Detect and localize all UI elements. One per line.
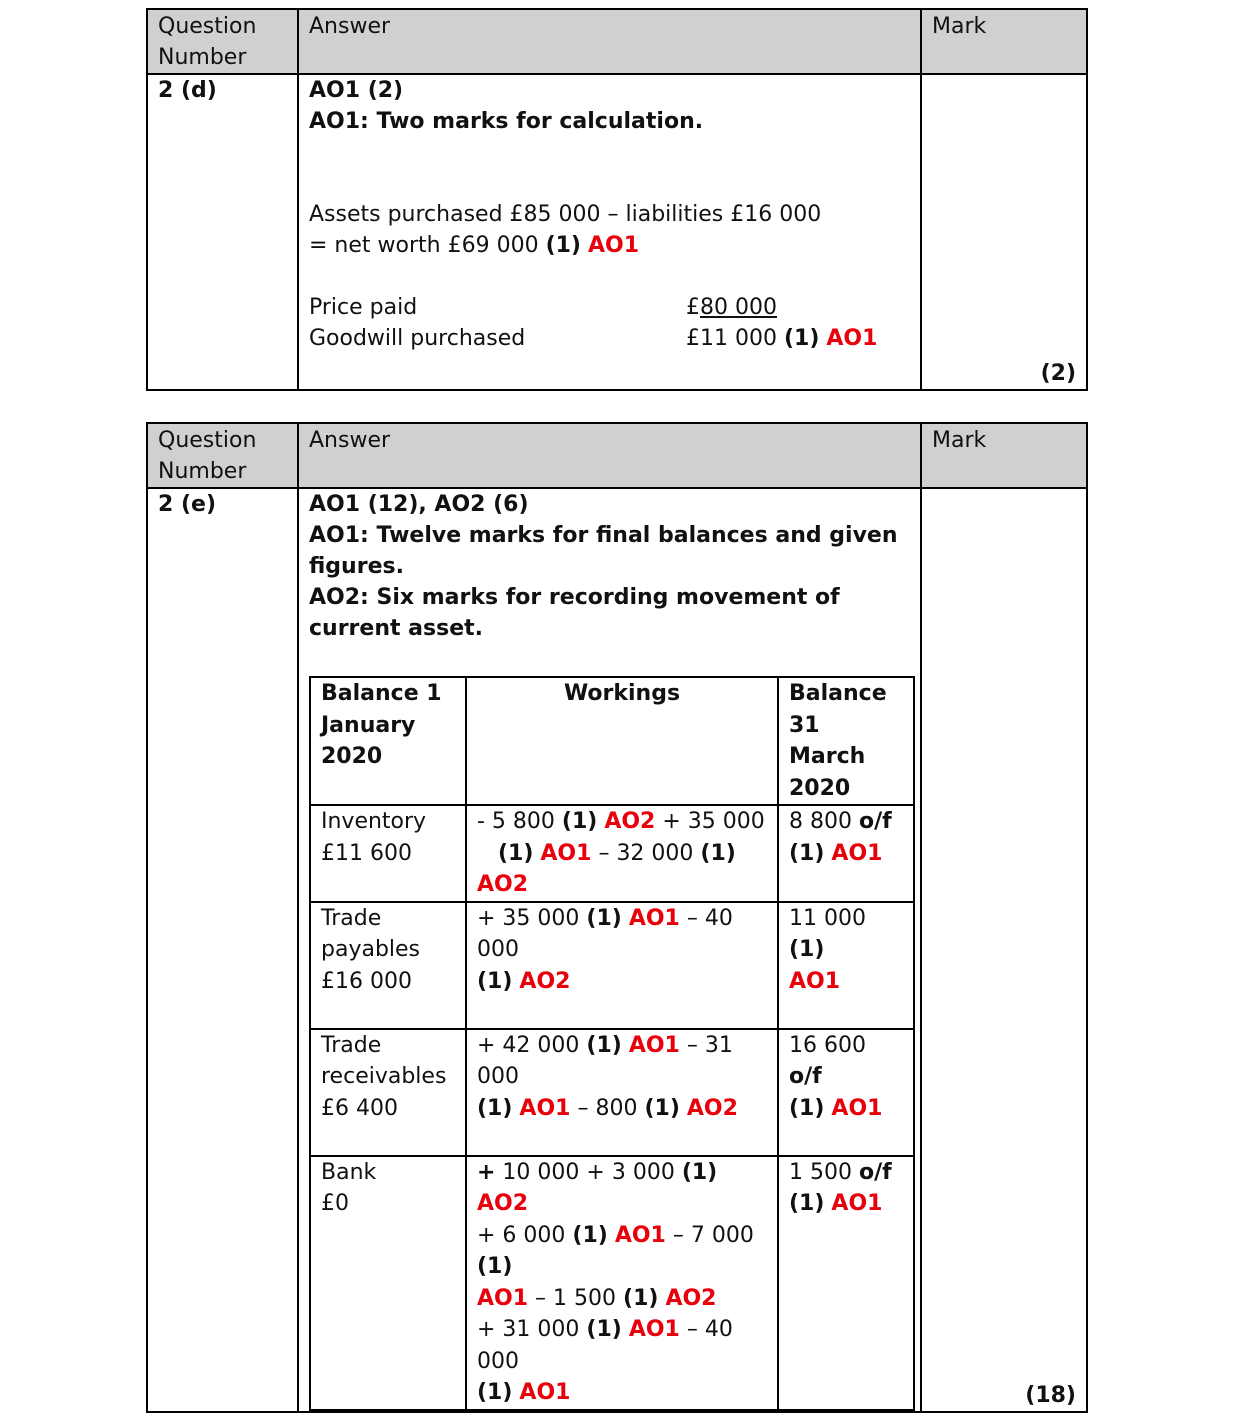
ao-allocation: AO1 (12), AO2 (6) [309,492,529,517]
goodwill-row [309,323,910,354]
goodwill-value: £11 000 (1) AO1 [686,326,878,351]
question-number: 2 (e) [147,488,298,1412]
question-number-header: Question Number [147,423,298,488]
ao2-description: AO2: Six marks for recording movement of current asset. [309,585,840,641]
row-inventory-opening: Inventory £11 600 [310,805,466,902]
mark-scheme-table-2d [146,8,1088,391]
row-bank-closing: 1 500 o/f (1) AO1 [778,1156,914,1410]
answer-cell [298,488,921,1412]
price-paid-label: Price paid [309,295,418,320]
row-payables-opening: Trade payables £16 000 [310,902,466,1029]
mark-total: (2) [1040,361,1076,386]
ao-allocation: AO1 (2) [309,78,404,103]
row-receivables-opening: Trade receivables £6 400 [310,1029,466,1156]
answer-header: Answer [298,9,921,74]
price-paid-value: £80 000 [686,295,777,320]
mark-header: Mark [921,9,1087,74]
mark-header: Mark [921,423,1087,488]
row-payables-closing: 11 000 (1) AO1 [778,902,914,1029]
calc-line-1: Assets purchased £85 000 – liabilities £16 000 [309,202,822,227]
balances-table [309,676,915,1411]
mark-cell [921,74,1087,390]
col-balance-jan: Balance 1 January 2020 [310,677,466,805]
question-number-header: Question Number [147,9,298,74]
question-number: 2 (d) [147,74,298,390]
price-paid-row [309,292,910,323]
ao1-description: AO1: Twelve marks for final balances and given figures. [309,523,898,579]
mark-scheme-table-2e [146,422,1088,1413]
row-receivables-closing: 16 600 o/f (1) AO1 [778,1029,914,1156]
row-inventory-workings: - 5 800 (1) AO2 + 35 000 (1) AO1 – 32 000 (1) AO2 [466,805,778,902]
mark-total: (18) [1025,1382,1076,1408]
mark-cell [921,488,1087,1412]
goodwill-label: Goodwill purchased [309,326,526,351]
answer-cell [298,74,921,390]
row-bank-opening: Bank £0 [310,1156,466,1410]
calc-line-2: = net worth £69 000 (1) AO1 [309,233,640,258]
row-receivables-workings: + 42 000 (1) AO1 – 31 000 (1) AO1 – 800 (1) AO2 [466,1029,778,1156]
row-inventory-closing: 8 800 o/f (1) AO1 [778,805,914,902]
answer-header: Answer [298,423,921,488]
ao1-description: AO1: Two marks for calculation. [309,109,704,134]
col-workings: Workings [466,677,778,805]
col-balance-mar: Balance 31 March 2020 [778,677,914,805]
row-bank-workings: + 10 000 + 3 000 (1) AO2 + 6 000 (1) AO1 – 7 000 (1) AO1 – 1 500 (1) AO2 + 31 000 (1) AO1 – 40 000 (1) AO1 [466,1156,778,1410]
row-payables-workings: + 35 000 (1) AO1 – 40 000 (1) AO2 [466,902,778,1029]
